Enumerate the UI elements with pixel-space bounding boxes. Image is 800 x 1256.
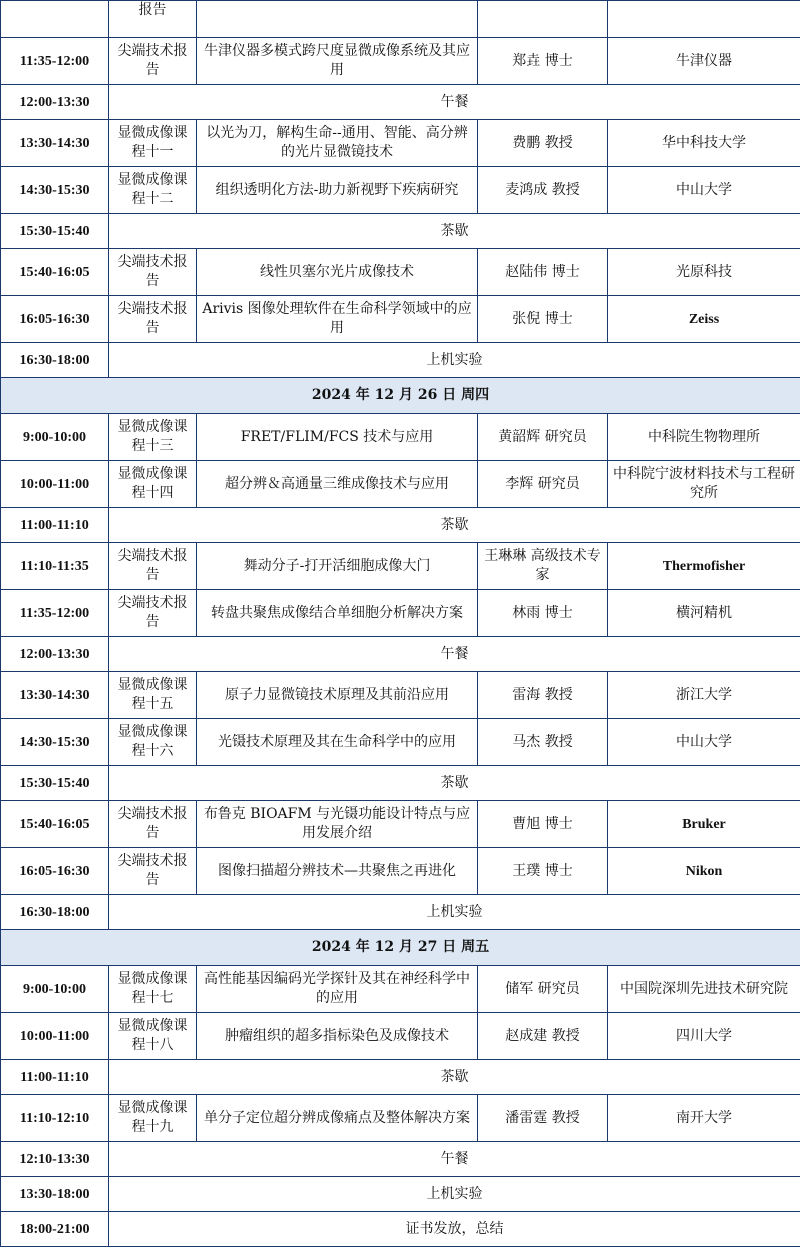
time-cell: 12:00-13:30 xyxy=(1,85,109,120)
session-type-text: 尖端技术报告 xyxy=(117,595,188,630)
break-row xyxy=(1,895,800,930)
session-type xyxy=(109,966,197,1013)
time-cell: 18:00-21:00 xyxy=(1,1212,109,1247)
session-type-text: 报告 xyxy=(138,1,167,18)
session-type xyxy=(109,1095,197,1142)
organization: 四川大学 xyxy=(608,1013,800,1060)
session-type-text: 显微成像课程十二 xyxy=(117,172,188,207)
time-cell: 13:30-14:30 xyxy=(1,672,109,719)
session-row xyxy=(1,167,800,214)
time-cell xyxy=(1,1,109,38)
time-cell: 11:00-11:10 xyxy=(1,1060,109,1095)
time-cell: 14:30-15:30 xyxy=(1,719,109,766)
session-type-text: 显微成像课程十三 xyxy=(117,419,188,454)
session-title: 舞动分子-打开活细胞成像大门 xyxy=(197,543,478,590)
session-row xyxy=(1,719,800,766)
speaker: 郑垚 博士 xyxy=(478,38,608,85)
time-cell: 12:10-13:30 xyxy=(1,1142,109,1177)
break-label: 茶歇 xyxy=(109,766,800,801)
time-cell: 15:30-15:40 xyxy=(1,214,109,249)
session-row xyxy=(1,38,800,85)
session-type-text: 显微成像课程十五 xyxy=(117,677,188,712)
session-type-text: 显微成像课程十一 xyxy=(117,125,188,160)
session-type-text: 尖端技术报告 xyxy=(117,43,188,78)
session-row xyxy=(1,414,800,461)
session-type-text: 尖端技术报告 xyxy=(117,254,188,289)
break-row xyxy=(1,766,800,801)
speaker xyxy=(478,1,608,38)
speaker: 王璞 博士 xyxy=(478,848,608,895)
session-type xyxy=(109,414,197,461)
session-title: 以光为刀，解构生命--通用、智能、高分辨的光片显微镜技术 xyxy=(197,120,478,167)
time-cell: 15:30-15:40 xyxy=(1,766,109,801)
session-type xyxy=(109,590,197,637)
speaker: 林雨 博士 xyxy=(478,590,608,637)
session-type xyxy=(109,38,197,85)
organization: Bruker xyxy=(608,801,800,848)
break-label: 上机实验 xyxy=(109,1177,800,1212)
session-row xyxy=(1,590,800,637)
session-title: 牛津仪器多模式跨尺度显微成像系统及其应用 xyxy=(197,38,478,85)
organization: Zeiss xyxy=(608,296,800,343)
session-row xyxy=(1,672,800,719)
session-title: 单分子定位超分辨成像痛点及整体解决方案 xyxy=(197,1095,478,1142)
session-row xyxy=(1,966,800,1013)
time-cell: 15:40-16:05 xyxy=(1,249,109,296)
session-title: 高性能基因编码光学探针及其在神经科学中的应用 xyxy=(197,966,478,1013)
break-row xyxy=(1,85,800,120)
break-row xyxy=(1,508,800,543)
session-row xyxy=(1,543,800,590)
session-type xyxy=(109,1013,197,1060)
time-cell: 11:35-12:00 xyxy=(1,590,109,637)
organization: 中国院深圳先进技术研究院 xyxy=(608,966,800,1013)
organization: 牛津仪器 xyxy=(608,38,800,85)
session-type xyxy=(109,296,197,343)
session-row xyxy=(1,461,800,508)
speaker: 赵陆伟 博士 xyxy=(478,249,608,296)
speaker: 费鹏 教授 xyxy=(478,120,608,167)
session-type xyxy=(109,801,197,848)
speaker: 麦鸿成 教授 xyxy=(478,167,608,214)
session-type-text: 尖端技术报告 xyxy=(117,806,188,841)
break-row xyxy=(1,1060,800,1095)
organization: 南开大学 xyxy=(608,1095,800,1142)
session-type-text: 显微成像课程十八 xyxy=(117,1018,188,1053)
time-cell: 16:05-16:30 xyxy=(1,296,109,343)
time-cell: 10:00-11:00 xyxy=(1,1013,109,1060)
session-type-text: 尖端技术报告 xyxy=(117,853,188,888)
session-row xyxy=(1,1,800,38)
session-type xyxy=(109,167,197,214)
break-row xyxy=(1,343,800,378)
organization: 浙江大学 xyxy=(608,672,800,719)
break-row xyxy=(1,1177,800,1212)
organization: 光原科技 xyxy=(608,249,800,296)
session-row xyxy=(1,848,800,895)
break-label: 午餐 xyxy=(109,85,800,120)
session-type-text: 显微成像课程十九 xyxy=(117,1100,188,1135)
organization: 中山大学 xyxy=(608,167,800,214)
session-type xyxy=(109,249,197,296)
organization: 横河精机 xyxy=(608,590,800,637)
break-label: 上机实验 xyxy=(109,895,800,930)
break-label: 茶歇 xyxy=(109,1060,800,1095)
time-cell: 11:35-12:00 xyxy=(1,38,109,85)
session-row xyxy=(1,1095,800,1142)
session-title: FRET/FLIM/FCS 技术与应用 xyxy=(197,414,478,461)
session-type xyxy=(109,672,197,719)
time-cell: 11:10-12:10 xyxy=(1,1095,109,1142)
time-cell: 15:40-16:05 xyxy=(1,801,109,848)
speaker: 曹旭 博士 xyxy=(478,801,608,848)
date-heading: 2024 年 12 月 27 日 周五 xyxy=(1,930,800,966)
speaker: 雷海 教授 xyxy=(478,672,608,719)
break-row xyxy=(1,214,800,249)
time-cell: 16:30-18:00 xyxy=(1,343,109,378)
speaker: 李辉 研究员 xyxy=(478,461,608,508)
break-label: 证书发放，总结 xyxy=(109,1212,800,1247)
time-cell: 16:30-18:00 xyxy=(1,895,109,930)
organization: Thermofisher xyxy=(608,543,800,590)
session-title: 肿瘤组织的超多指标染色及成像技术 xyxy=(197,1013,478,1060)
session-type xyxy=(109,120,197,167)
time-cell: 9:00-10:00 xyxy=(1,966,109,1013)
session-title: 光镊技术原理及其在生命科学中的应用 xyxy=(197,719,478,766)
date-row xyxy=(1,930,800,966)
session-row xyxy=(1,296,800,343)
session-type xyxy=(109,719,197,766)
session-title xyxy=(197,1,478,38)
session-type-text: 尖端技术报告 xyxy=(117,301,188,336)
session-type-text: 显微成像课程十七 xyxy=(117,971,188,1006)
session-title: Arivis 图像处理软件在生命科学领域中的应用 xyxy=(197,296,478,343)
organization: 中山大学 xyxy=(608,719,800,766)
session-title: 超分辨＆高通量三维成像技术与应用 xyxy=(197,461,478,508)
break-row xyxy=(1,1142,800,1177)
break-label: 茶歇 xyxy=(109,214,800,249)
organization: 华中科技大学 xyxy=(608,120,800,167)
break-row xyxy=(1,637,800,672)
organization: 中科院宁波材料技术与工程研究所 xyxy=(608,461,800,508)
session-title: 转盘共聚焦成像结合单细胞分析解决方案 xyxy=(197,590,478,637)
break-label: 上机实验 xyxy=(109,343,800,378)
speaker: 张倪 博士 xyxy=(478,296,608,343)
speaker: 赵成建 教授 xyxy=(478,1013,608,1060)
session-type-text: 尖端技术报告 xyxy=(117,548,188,583)
time-cell: 9:00-10:00 xyxy=(1,414,109,461)
time-cell: 12:00-13:30 xyxy=(1,637,109,672)
session-title: 原子力显微镜技术原理及其前沿应用 xyxy=(197,672,478,719)
speaker: 黄韶辉 研究员 xyxy=(478,414,608,461)
session-row xyxy=(1,120,800,167)
speaker: 潘雷霆 教授 xyxy=(478,1095,608,1142)
session-type xyxy=(109,543,197,590)
break-row xyxy=(1,1212,800,1247)
session-type-text: 显微成像课程十六 xyxy=(117,724,188,759)
session-title: 布鲁克 BIOAFM 与光镊功能设计特点与应用发展介绍 xyxy=(197,801,478,848)
session-type xyxy=(109,1,197,38)
organization: Nikon xyxy=(608,848,800,895)
session-row xyxy=(1,249,800,296)
session-row xyxy=(1,1013,800,1060)
break-label: 午餐 xyxy=(109,1142,800,1177)
time-cell: 13:30-14:30 xyxy=(1,120,109,167)
time-cell: 13:30-18:00 xyxy=(1,1177,109,1212)
date-heading: 2024 年 12 月 26 日 周四 xyxy=(1,378,800,414)
session-title: 图像扫描超分辨技术—共聚焦之再进化 xyxy=(197,848,478,895)
time-cell: 11:10-11:35 xyxy=(1,543,109,590)
session-title: 线性贝塞尔光片成像技术 xyxy=(197,249,478,296)
session-row xyxy=(1,801,800,848)
speaker: 马杰 教授 xyxy=(478,719,608,766)
session-type xyxy=(109,461,197,508)
break-label: 午餐 xyxy=(109,637,800,672)
session-type-text: 显微成像课程十四 xyxy=(117,466,188,501)
speaker: 王琳琳 高级技术专家 xyxy=(478,543,608,590)
time-cell: 14:30-15:30 xyxy=(1,167,109,214)
session-type xyxy=(109,848,197,895)
session-title: 组织透明化方法-助力新视野下疾病研究 xyxy=(197,167,478,214)
time-cell: 16:05-16:30 xyxy=(1,848,109,895)
date-row xyxy=(1,378,800,414)
speaker: 储军 研究员 xyxy=(478,966,608,1013)
break-label: 茶歇 xyxy=(109,508,800,543)
organization: 中科院生物物理所 xyxy=(608,414,800,461)
time-cell: 10:00-11:00 xyxy=(1,461,109,508)
time-cell: 11:00-11:10 xyxy=(1,508,109,543)
organization xyxy=(608,1,800,38)
